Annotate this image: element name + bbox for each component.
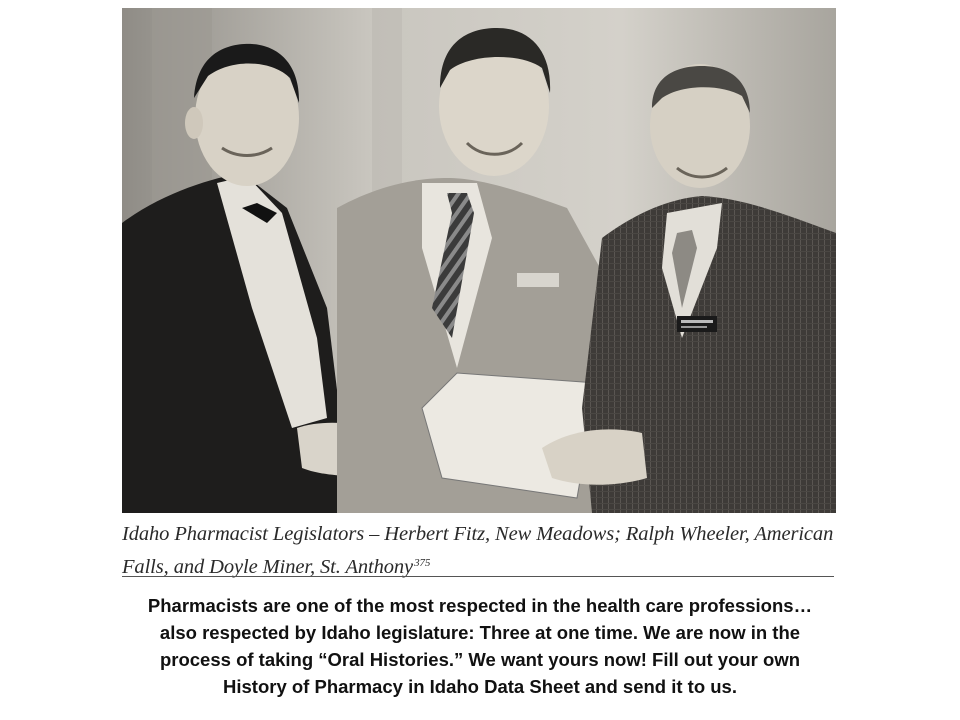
slide-text-line-3: process of taking “Oral Histories.” We want yours now! Fill out your own [159, 649, 801, 670]
slide-text-line-4: History of Pharmacy in Idaho Data Sheet and send it to us. [223, 676, 737, 697]
caption-divider [122, 576, 834, 577]
historical-photo [122, 8, 836, 513]
slide-text-line-1: Pharmacists are one of the most respected in the health care professions… [147, 595, 813, 616]
photo-caption [122, 520, 838, 582]
slide-body-text [60, 592, 900, 700]
caption-text: Idaho Pharmacist Legislators – Herbert Fitz, New Meadows; Ralph Wheeler, American Falls, and Doyle Miner, St. Anthony [122, 523, 834, 578]
caption-footnote: 375 [414, 557, 431, 569]
slide-text-line-2: also respected by Idaho legislature: Three at one time. We are now in the [159, 622, 801, 643]
photo-illustration [122, 8, 836, 513]
